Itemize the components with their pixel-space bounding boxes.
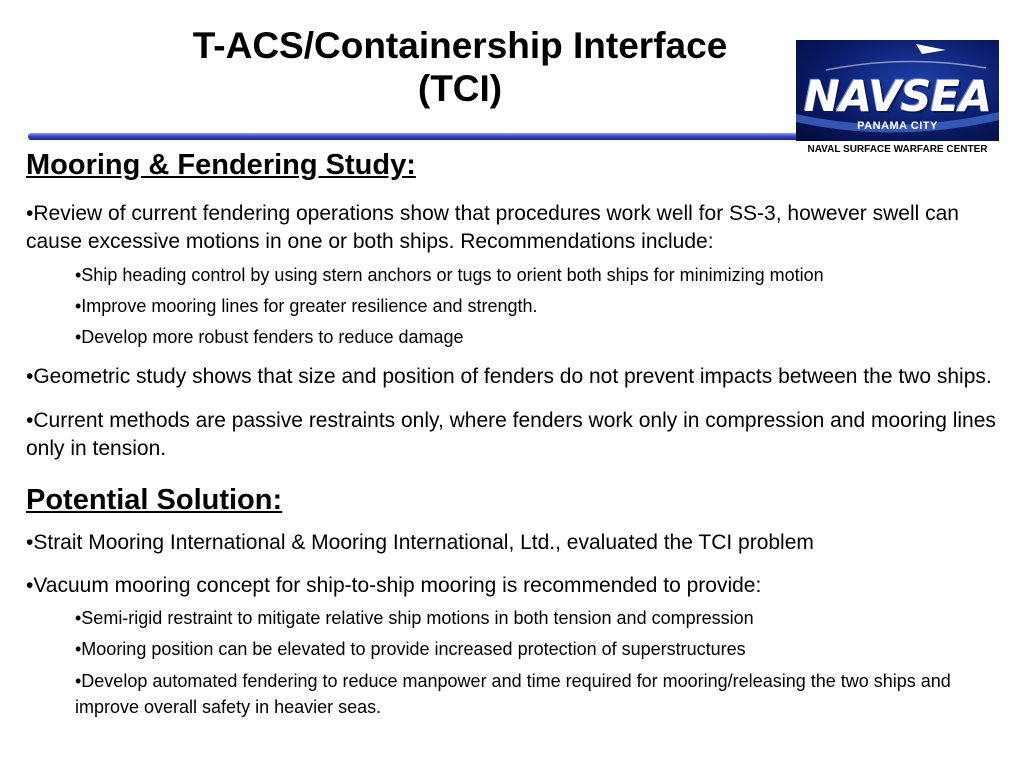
navsea-logo xyxy=(796,40,999,141)
sub-bullet-semi-rigid: •Semi-rigid restraint to mitigate relative ship motions in both tension and compression xyxy=(75,608,754,628)
section-heading-mooring: Mooring & Fendering Study: xyxy=(26,149,416,181)
logo-wordmark: NAVSEA xyxy=(803,72,992,122)
title-divider xyxy=(28,133,798,140)
bullet-review: •Review of current fendering operations show that procedures work well for SS-3, however swell can cause excessive motions in one or both ships. Recommendations include: xyxy=(26,202,959,253)
sub-bullet-heading-control: •Ship heading control by using stern anchors or tugs to orient both ships for minimizing motion xyxy=(75,265,824,285)
logo-caption: NAVAL SURFACE WARFARE CENTER xyxy=(807,144,988,155)
sub-bullet-mooring-position: •Mooring position can be elevated to provide increased protection of superstructures xyxy=(75,639,746,659)
section-heading-solution: Potential Solution: xyxy=(26,484,283,516)
bullet-vacuum-mooring: •Vacuum mooring concept for ship-to-ship mooring is recommended to provide: xyxy=(26,574,762,597)
slide-title-line-2: (TCI) xyxy=(417,68,503,109)
slide-title-line-1: T-ACS/Containership Interface xyxy=(192,25,728,66)
bullet-geometric-study: •Geometric study shows that size and position of fenders do not prevent impacts between the two ships. xyxy=(26,365,992,388)
bullet-strait-mooring: •Strait Mooring International & Mooring International, Ltd., evaluated the TCI problem xyxy=(26,531,814,554)
slide-title xyxy=(140,24,780,110)
sub-bullet-automated-fendering: •Develop automated fendering to reduce manpower and time required for mooring/releasing the two ships and improve overall safety in heavier seas. xyxy=(75,671,951,717)
bullet-current-methods: •Current methods are passive restraints only, where fenders work only in compression and mooring lines only in tension. xyxy=(26,409,996,460)
sub-bullet-mooring-lines: •Improve mooring lines for greater resilience and strength. xyxy=(75,296,538,316)
logo-subtitle: PANAMA CITY xyxy=(857,120,938,132)
sub-bullet-fenders: •Develop more robust fenders to reduce damage xyxy=(75,327,464,347)
slide-body xyxy=(26,148,1006,720)
